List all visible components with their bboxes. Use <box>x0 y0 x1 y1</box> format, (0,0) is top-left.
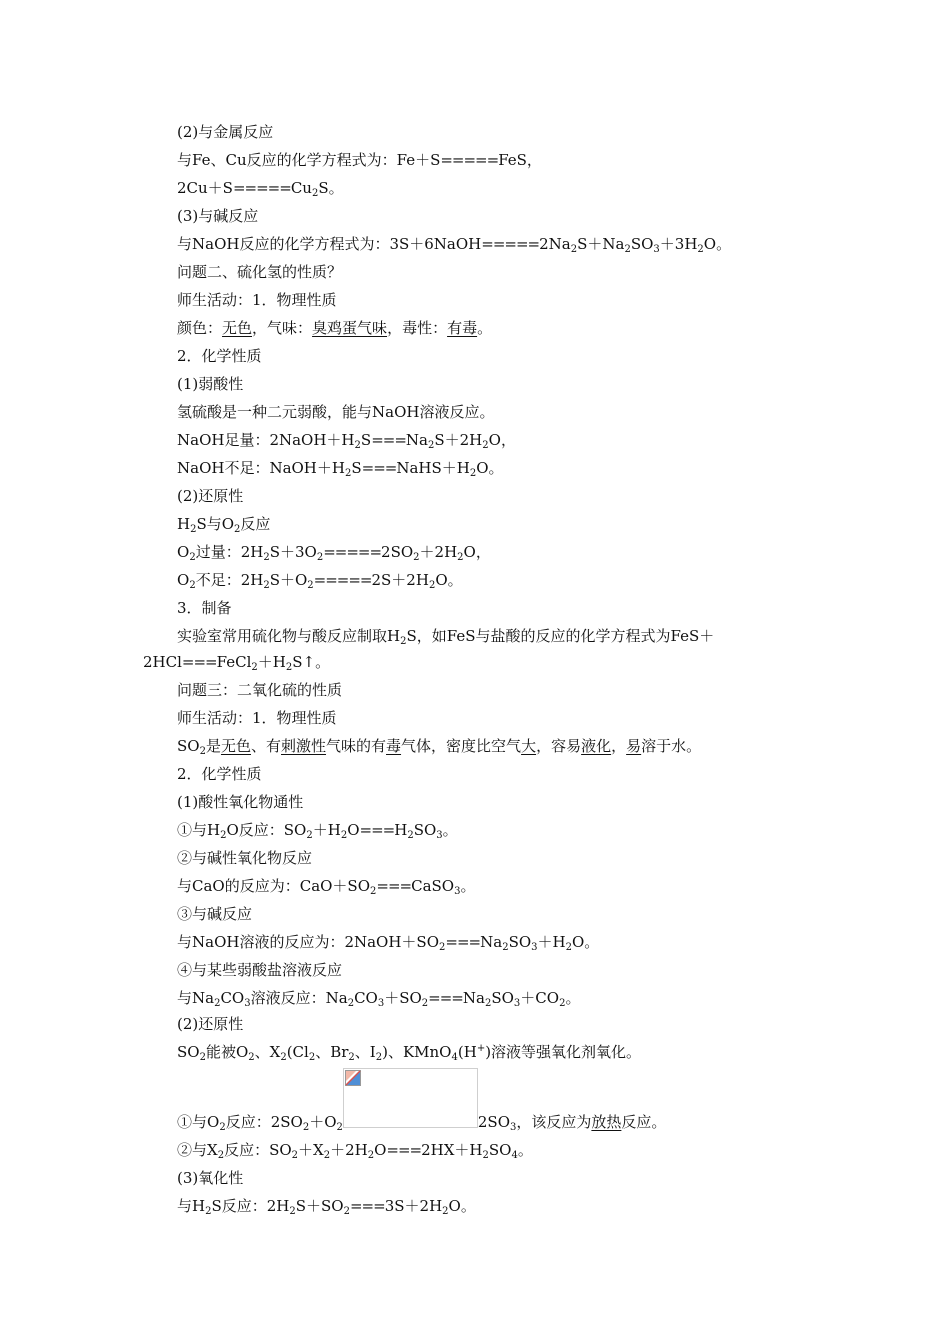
question-two-heading: 问题二、硫化氢的性质？ <box>177 263 343 281</box>
cu-equation-line: $2Cu+S=====Cu_2S$。 <box>177 179 344 199</box>
weak-acid-text: 氢硫酸是一种二元弱酸，能与NaOH溶液反应。 <box>177 403 495 421</box>
answer-toxic: 有毒 <box>447 319 478 337</box>
na2co3-line: 与$Na_2CO_3$溶液反应：$Na_2CO_3+SO_2===Na_2SO_3+CO_2$。 <box>177 989 581 1009</box>
preparation-text: 实验室常用硫化物与酸反应制取$H_2S$，如FeS与盐酸的反应的化学方程式为FeS＋ <box>177 627 715 647</box>
heading-base-reaction: (3)与碱反应 <box>177 207 259 225</box>
so2-oxidized-line: $SO_2$能被$O_2$、$X_2(Cl_2$、$Br_2$、$I_2$)、KMnO$_4$(H+)溶液等强氧化剂氧化。 <box>177 1043 642 1063</box>
cao-line: 与CaO的反应为：$CaO+SO_2===CaSO_3$。 <box>177 877 476 897</box>
weak-acid-salt-heading: ④与某些弱酸盐溶液反应 <box>177 961 343 979</box>
answer-colorless: 无色 <box>222 319 253 337</box>
so2-physical-line: $SO_2$是无色、有刺激性气味的有毒气体，密度比空气大，容易液化，易溶于水。 <box>177 737 702 757</box>
broken-image-icon <box>345 1070 361 1086</box>
chemical-properties-heading: 2．化学性质 <box>177 347 262 365</box>
oxidizing-heading: (3)氧化性 <box>177 1169 244 1187</box>
basic-oxide-heading: ②与碱性氧化物反应 <box>177 849 313 867</box>
o2-insufficient-line: $O_2$不足：$2H_2S+O_2=====2S+2H_2O$。 <box>177 571 463 591</box>
o2-excess-line: $O_2$过量：$2H_2S+3O_2=====2SO_2+2H_2O$， <box>177 543 491 563</box>
weak-acid-heading: (1)弱酸性 <box>177 375 244 393</box>
naoh-excess-line: NaOH足量：$2NaOH+H_2S===Na_2S+2H_2O$， <box>177 431 516 451</box>
so2-h2s-line: 与$H_2S$反应：$2H_2S+SO_2===3S+2H_2O$。 <box>177 1197 476 1217</box>
activity-physical-properties: 师生活动：1．物理性质 <box>177 291 337 309</box>
question-three-heading: 问题三：二氧化硫的性质 <box>177 681 343 699</box>
h2s-physical-line: 颜色：无色，气味：臭鸡蛋气味，毒性：有毒。 <box>177 319 493 337</box>
heading-metal-reaction: (2)与金属反应 <box>177 123 274 141</box>
fe-cu-equation-line: 与Fe、Cu反应的化学方程式为：Fe＋S=====FeS， <box>177 151 542 169</box>
so2-o2-line: ①与$O_2$反应：$2SO_2+O_2$ $2SO_3$，该反应为放热反应。 <box>177 1113 667 1133</box>
chemical-properties-heading-2: 2．化学性质 <box>177 765 262 783</box>
h2s-o2-heading: $H_2S$与$O_2$反应 <box>177 515 271 535</box>
reducibility-heading-2: (2)还原性 <box>177 1015 244 1033</box>
answer-smell: 臭鸡蛋气味 <box>312 319 388 337</box>
naoh-equation-line: 与NaOH反应的化学方程式为：$3S+6NaOH=====2Na_2S+Na_2SO_3+3H_2O$。 <box>177 235 732 255</box>
reducibility-heading: (2)还原性 <box>177 487 244 505</box>
naoh-so2-line: 与NaOH溶液的反应为：$2NaOH+SO_2===Na_2SO_3+H_2O$。 <box>177 933 600 953</box>
naoh-insufficient-line: NaOH不足：$NaOH+H_2S===NaHS+H_2O$。 <box>177 459 504 479</box>
so2-halogen-line: ②与$X_2$反应：$SO_2+X_2+2H_2O===2HX+H_2SO_4$。 <box>177 1141 533 1161</box>
base-heading: ③与碱反应 <box>177 905 253 923</box>
activity-physical-properties-2: 师生活动：1．物理性质 <box>177 709 337 727</box>
preparation-heading: 3．制备 <box>177 599 232 617</box>
preparation-equation: $2HCl===FeCl_2+H_2S↑$。 <box>143 653 331 673</box>
acidic-oxide-heading: (1)酸性氧化物通性 <box>177 793 304 811</box>
so2-water-line: ①与$H_2O$反应：$SO_2+H_2O===H_2SO_3$。 <box>177 821 458 841</box>
